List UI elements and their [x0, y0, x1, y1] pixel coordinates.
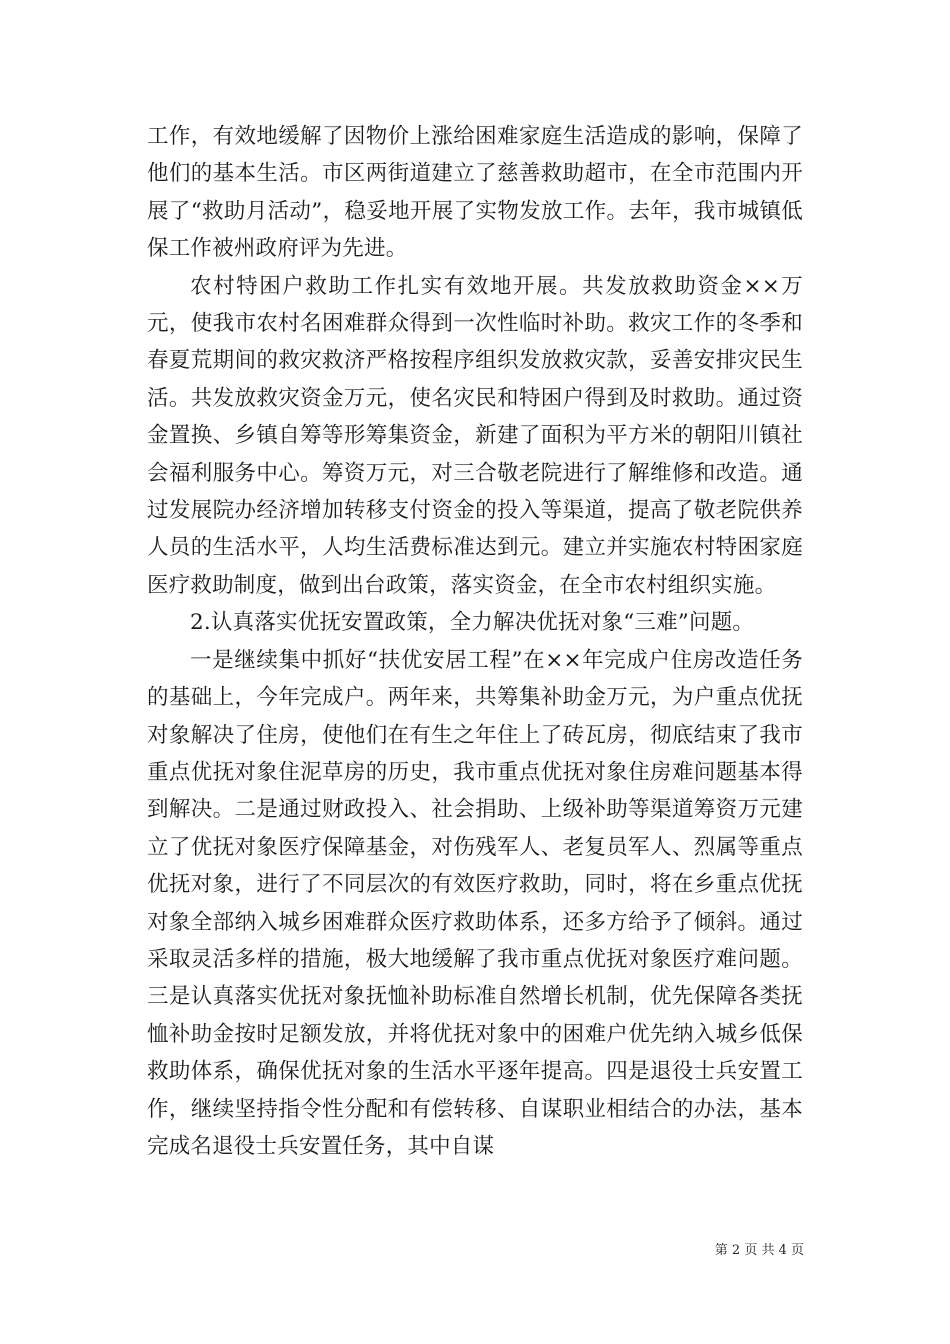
paragraph-rural-poverty-relief: 农村特困户救助工作扎实有效地开展。共发放救助资金××万元，使我市农村名困难群众得到一次性临时补助。救灾工作的冬季和春夏荒期间的救灾救济严格按程序组织发放救灾款，妥善安排灾民生活。共发放救灾资金万元，使名灾民和特困户得到及时救助。通过资金置换、乡镇自筹等形筹集资金，新建了面积为平方米的朝阳川镇社会福利服务中心。筹资万元，对三合敬老院进行了解维修和改造。通过发展院办经济增加转移支付资金的投入等渠道，提高了敬老院供养人员的生活水平，人均生活费标准达到元。建立并实施农村特困家庭医疗救助制度，做到出台政策，落实资金，在全市农村组织实施。: [147, 273, 803, 598]
page-number-footer: 第 2 页 共 4 页: [714, 1243, 804, 1258]
section-heading-preferential-care: 2.认真落实优抚安置政策，全力解决优抚对象“三难”问题。: [190, 610, 755, 636]
document-body: [147, 118, 803, 1165]
paragraph-urban-subsistence-continued: 工作，有效地缓解了因物价上涨给困难家庭生活造成的影响，保障了他们的基本生活。市区两街道建立了慈善救助超市，在全市范围内开展了“救助月活动”，稳妥地开展了实物发放工作。去年，我市城镇低保工作被州政府评为先进。: [147, 124, 803, 262]
paragraph-preferential-care-measures: 一是继续集中抓好“扶优安居工程”在××年完成户住房改造任务的基础上，今年完成户。两年来，共筹集补助金万元，为户重点优抚对象解决了住房，使他们在有生之年住上了砖瓦房，彻底结束了我市重点优抚对象住泥草房的历史，我市重点优抚对象住房难问题基本得到解决。二是通过财政投入、社会捐助、上级补助等渠道筹资万元建立了优抚对象医疗保障基金，对伤残军人、老复员军人、烈属等重点优抚对象，进行了不同层次的有效医疗救助，同时，将在乡重点优抚对象全部纳入城乡困难群众医疗救助体系，还多方给予了倾斜。通过采取灵活多样的措施，极大地缓解了我市重点优抚对象医疗难问题。三是认真落实优抚对象抚恤补助标准自然增长机制，优先保障各类抚恤补助金按时足额发放，并将优抚对象中的困难户优先纳入城乡低保救助体系，确保优抚对象的生活水平逐年提高。四是退役士兵安置工作，继续坚持指令性分配和有偿转移、自谋职业相结合的办法，基本完成名退役士兵安置任务，其中自谋: [147, 647, 803, 1159]
